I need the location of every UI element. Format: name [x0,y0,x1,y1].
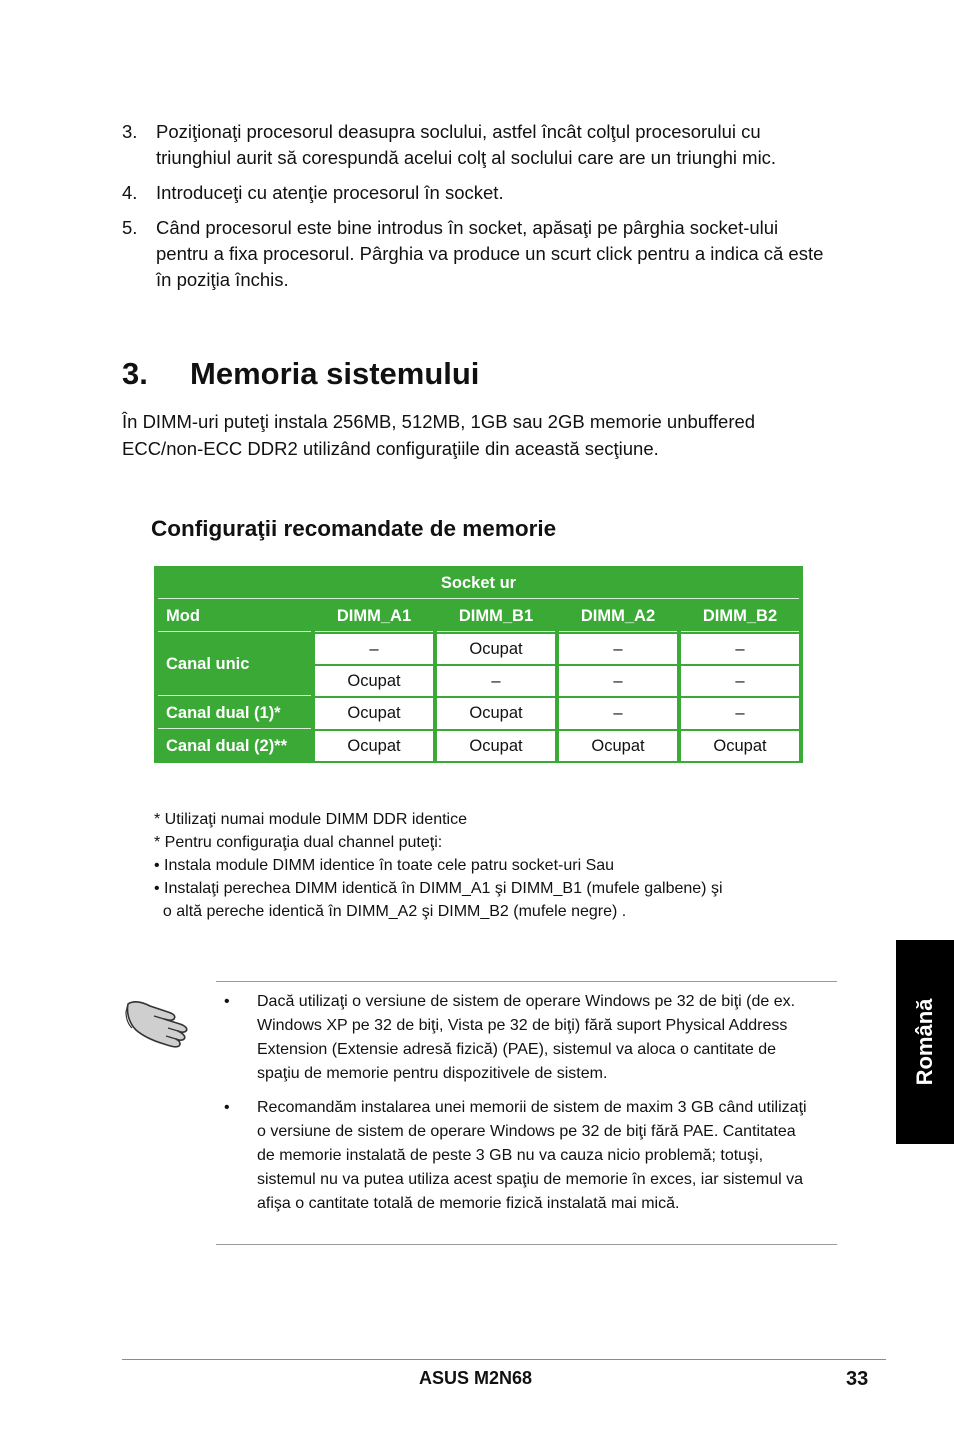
table-row [158,634,799,664]
column-header: DIMM_B2 [681,601,799,632]
table-cell: – [559,634,677,664]
socket-header: Socket ur [158,568,799,599]
column-header: DIMM_B1 [437,601,555,632]
table-cell: Ocupat [559,731,677,761]
note-line: • Instalaţi perechea DIMM identică în DIMM_A1 şi DIMM_B1 (mufele galbene) şi [154,880,723,897]
language-side-tab [896,940,954,1144]
tip-text: Recomandăm instalarea unei memorii de sistem de maxim 3 GB când utilizaţi o versiune de sistem de operare Windows pe 32 de biţi fără PAE. Cantitatea de memorie instalată de peste 3 GB nu va cauza nicio problemă; totuşi, sistemul nu va putea utiliza acest spaţiu de memorie în exces, iar sistemul va afişa o cantitate totală de memorie fizică instalată mai mică. [257,1099,807,1212]
table-header-row [158,568,799,599]
table-cell: – [559,666,677,696]
tip-text: Dacă utilizaţi o versiune de sistem de operare Windows pe 32 de biţi (de ex. Windows XP pe 32 de biţi, Vista pe 32 de biţi) fără suport Physical Address Extension (Extensie adresă fizică) (PAE), sistemul va aloca o cantitate de spaţiu de memorie pentru dispozitivele de sistem. [257,993,796,1082]
step-number: 5. [122,217,138,238]
subsection-title: Configuraţii recomandate de memorie [151,516,557,541]
row-mode-label: Canal dual (1)* [158,698,311,729]
step-text: Introduceţi cu atenţie procesorul în socket. [156,182,504,203]
tip-bullet: • [224,1099,230,1116]
column-header: DIMM_A1 [315,601,433,632]
step-number: 3. [122,121,138,142]
step-item [122,215,832,293]
footer-model: ASUS M2N68 [419,1368,533,1388]
tip-box [216,981,837,1245]
step-text: Poziţionaţi procesorul deasupra soclului, astfel încât colţul procesorului cu triunghiul aurit să corespundă acelui colţ al soclului care are un triunghi mic. [156,121,777,168]
step-item [122,119,832,171]
table-cell: Ocupat [315,731,433,761]
step-text: Când procesorul este bine introdus în socket, apăsaţi pe pârghia socket-ului pentru a fixa procesorul. Pârghia va produce un scurt click pentru a indica că este în poziţia închis. [156,217,824,290]
section-title-text: Memoria sistemului [190,356,480,391]
table-cell: – [437,666,555,696]
note-line: * Utilizaţi numai module DIMM DDR identice [154,811,467,828]
section-title [122,356,479,392]
memory-config-table [154,566,803,763]
pointing-hand-icon [124,990,198,1050]
note-line: • Instala module DIMM identice în toate cele patru socket-uri Sau [154,857,615,874]
step-item [122,180,832,206]
step-number: 4. [122,182,138,203]
table-cell: Ocupat [437,731,555,761]
table-cell: Ocupat [315,698,433,729]
tip-item [216,1096,816,1216]
column-header: Mod [158,601,311,632]
note-line: * Pentru configuraţia dual channel puteţi: [154,834,443,851]
row-mode-label: Canal dual (2)** [166,736,288,755]
page-number: 33 [846,1368,869,1390]
tip-item [216,990,816,1086]
table-row [158,731,799,761]
installation-steps [122,119,832,302]
table-cell: – [681,698,799,729]
table-cell: Ocupat [315,666,433,696]
table-cell: – [559,698,677,729]
table-cell: Ocupat [437,634,555,664]
footer-divider [122,1359,886,1360]
language-label: Română [912,998,937,1086]
column-header: DIMM_A2 [559,601,677,632]
tip-bullet: • [224,993,230,1010]
table-cell: Ocupat [681,731,799,761]
table-header-row [158,601,799,632]
table-cell: Ocupat [437,698,555,729]
row-mode-label: Canal unic [158,634,311,696]
section-intro: În DIMM-uri puteţi instala 256MB, 512MB, 1GB sau 2GB memorie unbuffered ECC/non-ECC DDR2 utilizând configuraţiile din această secţiune. [122,411,756,459]
note-line: o altă pereche identică în DIMM_A2 şi DIMM_B2 (mufele negre) . [154,903,627,920]
table-notes [154,808,794,923]
table-cell: – [681,666,799,696]
table-cell: – [681,634,799,664]
table-row [158,698,799,729]
section-number: 3. [122,356,148,391]
table-cell: – [315,634,433,664]
